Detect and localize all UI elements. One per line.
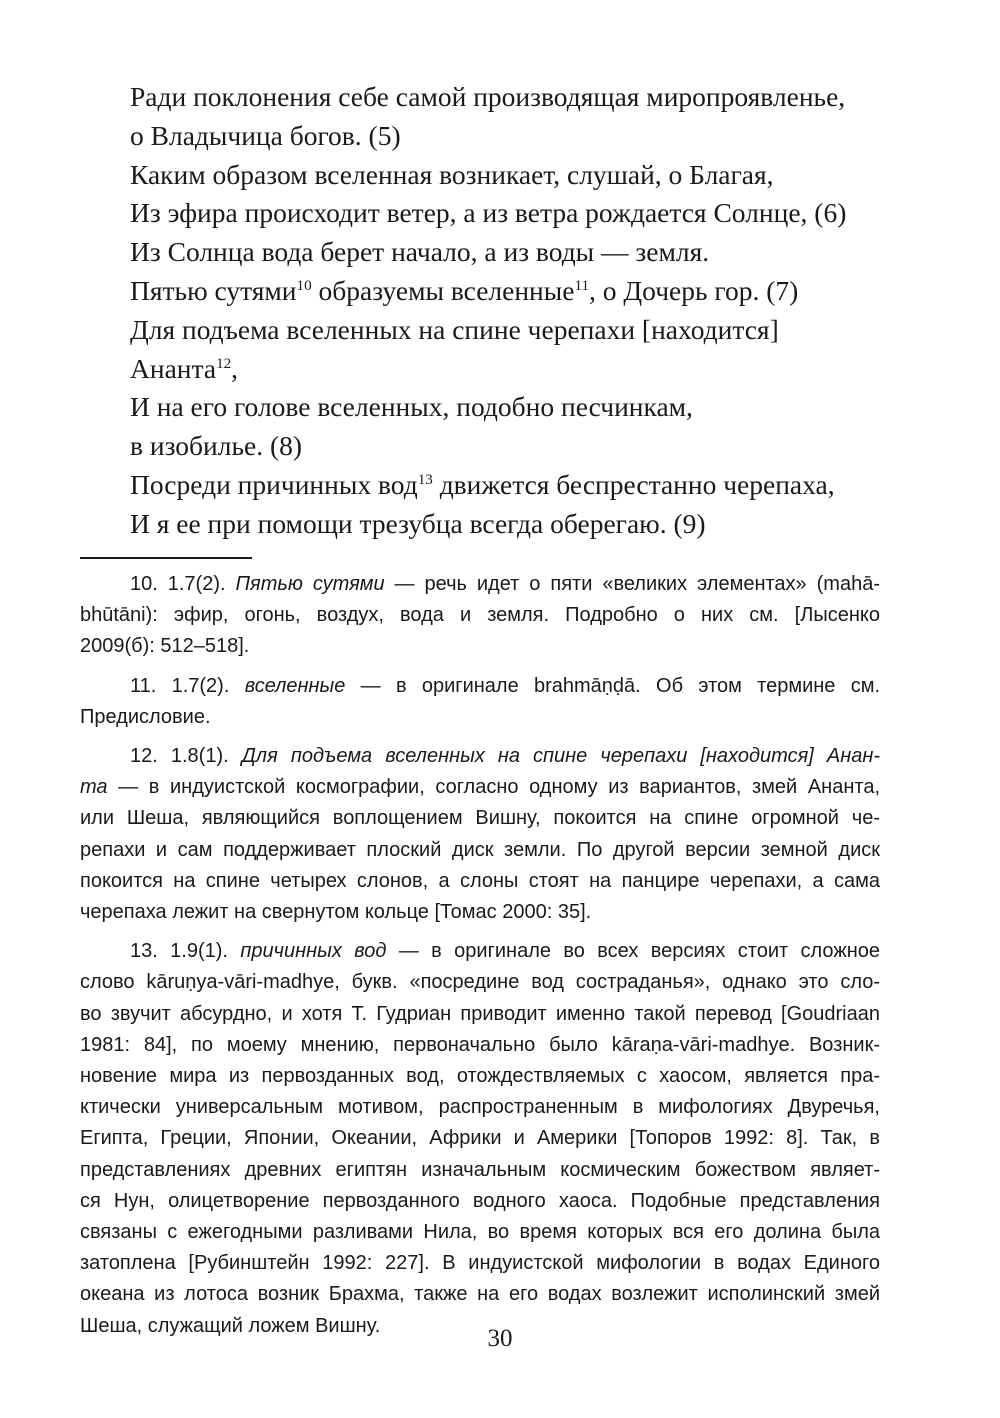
verse-line: Ради поклонения себе самой производящая миропроявленье, [130,81,846,112]
footnote-line: представлениях древних египтян изначальным космическим божеством являет- [80,1158,880,1181]
footnote-line [80,569,880,600]
footnote-number: 10. 1.7(2). [130,573,236,595]
footnote-term: причинных вод [240,940,387,963]
footnote-line: 2009(б): 512–518]. [80,635,250,658]
footnote-10 [80,569,880,663]
footnote-term: Для подъема вселенных на спине черепахи [находится] Анан- [241,745,880,768]
footnote-line [80,671,880,702]
footnote-line: связаны с ежегодными разливами Нила, во время которых вся его долина была [80,1221,880,1244]
verse-line: И я ее при помощи трезубца всегда оберегаю. (9) [130,507,706,539]
verse-line: Из Солнца вода берет начало, а из воды — земля. [130,236,710,268]
verse-line [130,272,910,311]
footnote-line: bhūtāni): эфир, огонь, воздух, вода и земля. Подробно о них см. [Лысенко [80,604,880,627]
verse-line [130,466,910,505]
footnote-line: или Шеша, являющийся воплощением Вишну, покоится на спине огромной че- [80,807,880,830]
footnote-line: затоплена [Рубинштейн 1992: 227]. В индуистской мифологии в водах Единого [80,1252,880,1275]
footnote-line: репахи и сам поддерживает плоский диск земли. По другой версии земной диск [80,838,880,861]
footnote-line: 1981: 84], по моему мнению, первоначально было kāraṇa-vāri-madhye. Возник- [80,1033,880,1056]
verse-line: Каким образом вселенная возникает, слушай, о Благая, [130,158,774,190]
page-number: 30 [487,1325,513,1352]
footnote-line: черепаха лежит на свернутом кольце [Томас 2000: 35]. [80,901,592,924]
footnote-line [80,741,880,772]
footnote-line: покоится на спине четырех слонов, а слоны стоят на панцире черепахи, а сама [80,869,880,892]
footnote-line: Египта, Греции, Японии, Океании, Африки и Америки [Топоров 1992: 8]. Так, в [80,1127,880,1150]
footnote-line: во звучит абсурдно, и хотя Т. Гудриан приводит именно такой перевод [Goudriaan [80,1002,880,1025]
footnote-line: ся Нун, олицетворение первозданного водного хаоса. Подобные представления [80,1189,880,1212]
footnote-number: 13. 1.9(1). [130,940,241,963]
footnote-line: Предисловие. [80,705,211,728]
footnote-term: та [80,776,108,799]
footnote-term: вселенные [244,674,346,697]
verse-text: движется беспрестанно черепаха, [432,468,835,500]
verse-line: о Владычица богов. (5) [130,119,401,151]
verse-line: Для подъема вселенных на спине черепахи [находится] [130,313,779,345]
footnote-ref-11[interactable]: 11 [574,277,590,294]
footnote-line: новение мира из первозданных вод, отождествляемых с хаосом, является пра- [80,1065,880,1088]
footnote-ref-12[interactable]: 12 [216,355,232,372]
footnote-line [80,772,880,803]
footnote-11 [80,671,880,733]
verse-line [130,350,910,389]
footnote-line: ктически универсальным мотивом, распространенным в мифологиях Двуречья, [80,1096,880,1119]
footnote-12 [80,741,880,928]
footnote-line: Шеша, служащий ложем Вишну. [80,1314,381,1337]
footnote-term: Пятью сутями [235,573,385,595]
verse-text: , о Дочерь гор. (7) [589,274,799,306]
footnote-number: 12. 1.8(1). [130,745,242,768]
footnote-line [80,936,880,967]
footnote-text: — в оригинале brahmāṇḍā. Об этом термине см. [345,674,881,697]
verse-line: в изобилье. (8) [130,430,303,462]
footnote-number: 11. 1.7(2). [130,674,245,697]
footnote-text: — в оригинале во всех версиях стоит сложное [386,940,880,963]
verse-line: Из эфира происходит ветер, а из ветра рождается Солнце, (6) [130,197,847,229]
verse-text: Посреди причинных вод [130,468,418,500]
verse-text: , [231,352,239,384]
footnote-ref-10[interactable]: 10 [296,277,312,294]
verse-text: Пятью сутями [130,274,297,306]
verse-line: И на его голове вселенных, подобно песчинкам, [130,391,693,423]
footnote-ref-13[interactable]: 13 [417,471,433,488]
footnote-line: океана из лотоса возник Брахма, также на его водах возлежит исполинский змей [80,1283,880,1306]
verse-text: образуемы вселенные [311,274,575,306]
footnote-text: — в индуистской космографии, согласно одному из вариантов, змей Ананта, [107,776,880,799]
verse-text: Ананта [130,352,217,384]
footnote-text: — речь идет о пяти «великих элементах» (mahā- [384,573,880,595]
footnote-separator [80,557,252,559]
verse-block [130,78,910,544]
footnote-line: слово kāruṇya-vāri-madhye, букв. «посредине вод состраданья», однако это сло- [80,971,880,994]
footnote-13 [80,936,880,1342]
footnotes [80,569,880,1350]
